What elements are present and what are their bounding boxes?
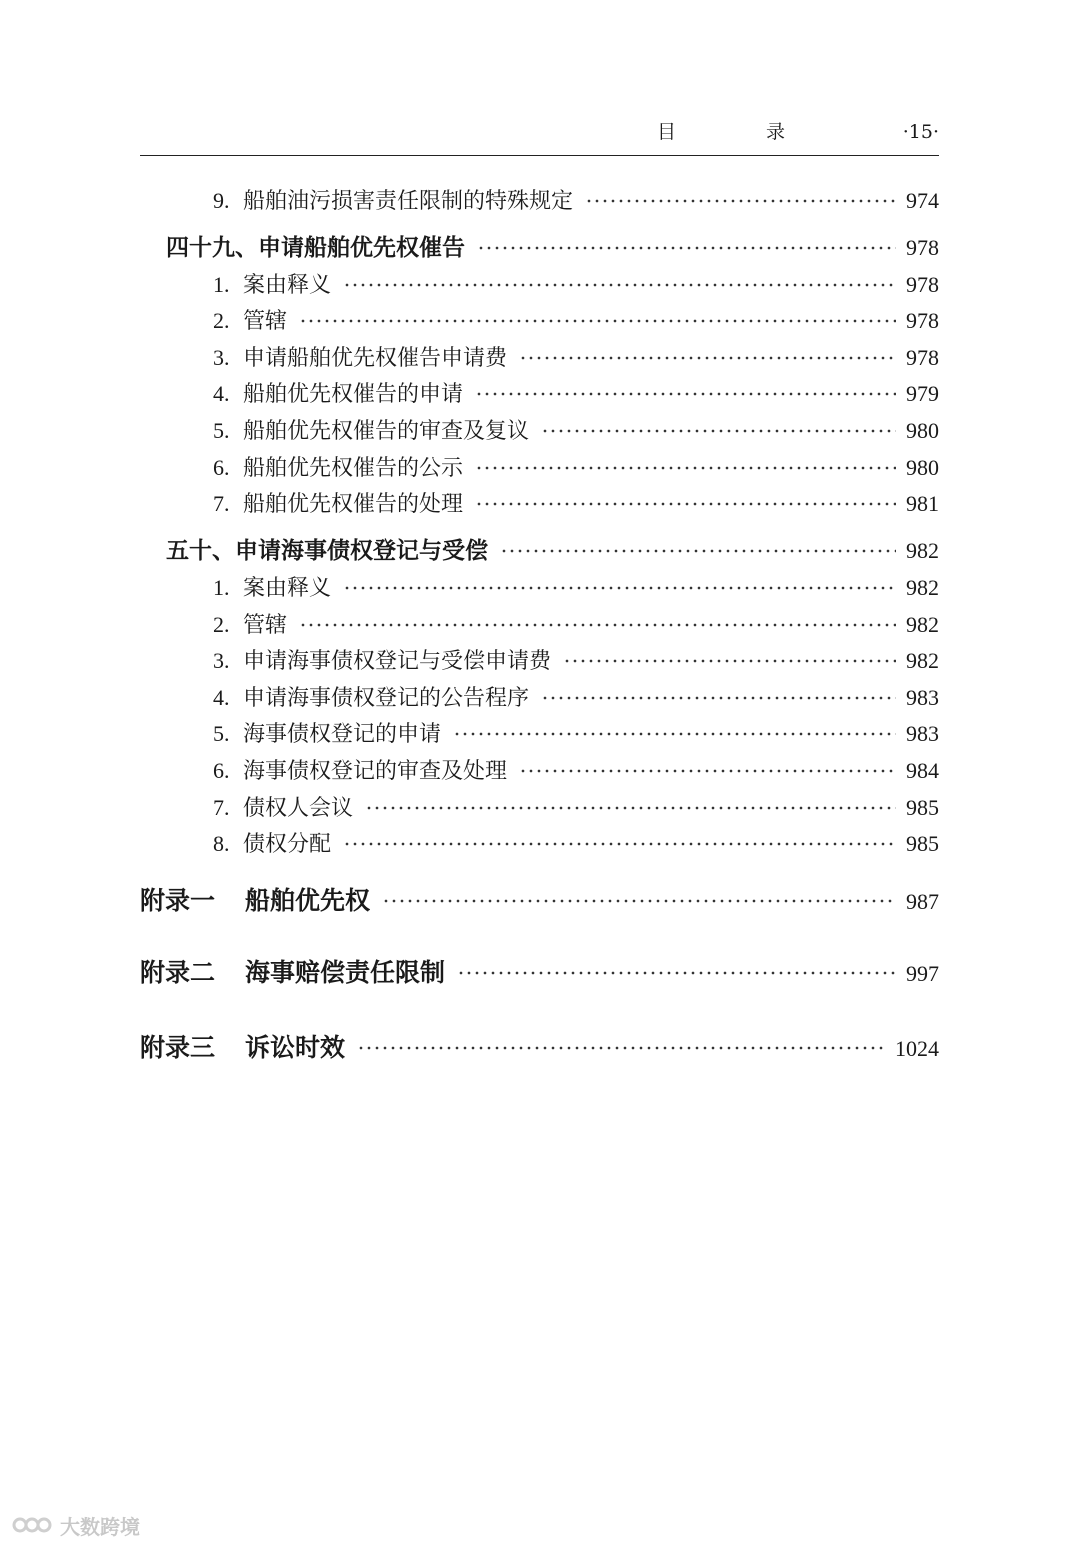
entry-number: 3.: [213, 648, 230, 673]
watermark-text: 大数跨境: [60, 1514, 140, 1539]
entry-title: 诉讼时效: [245, 1033, 346, 1062]
toc-entry: [213, 270, 939, 300]
entry-number: 5.: [213, 721, 230, 746]
entry-title: 申请海事债权登记的公告程序: [243, 686, 530, 711]
entry-page-number: 978: [906, 308, 939, 333]
entry-number: 2.: [213, 612, 230, 637]
dot-leader: [519, 356, 896, 360]
entry-title: 四十九、申请船舶优先权催告: [166, 235, 465, 261]
dot-leader: [343, 842, 896, 846]
header-rule: [140, 155, 939, 156]
toc-entry: [213, 573, 939, 603]
dot-leader: [585, 199, 896, 203]
entry-page-number: 979: [906, 381, 939, 406]
entry-number: 4.: [213, 685, 230, 710]
entry-page-number: 997: [906, 961, 939, 986]
entry-page-number: 1024: [895, 1036, 939, 1061]
entry-number: 5.: [213, 418, 230, 443]
dot-leader: [343, 586, 896, 590]
entry-title: 船舶优先权催告的公示: [243, 456, 464, 481]
entry-page-number: 985: [906, 795, 939, 820]
entry-page-number: 978: [906, 272, 939, 297]
dot-leader: [453, 732, 896, 736]
entry-title: 海事债权登记的审查及处理: [243, 759, 508, 784]
entry-number: 2.: [213, 308, 230, 333]
entry-number: 4.: [213, 381, 230, 406]
entry-page-number: 983: [906, 685, 939, 710]
dot-leader: [457, 971, 896, 975]
entry-title: 船舶优先权催告的审查及复议: [243, 419, 530, 444]
toc-entry: [213, 453, 939, 483]
entry-page-number: 982: [906, 648, 939, 673]
entry-number: 3.: [213, 345, 230, 370]
section-entry: [166, 536, 939, 566]
entry-page-number: 982: [906, 538, 939, 563]
entry-title: 申请海事债权登记与受偿申请费: [243, 649, 552, 674]
dot-leader: [500, 549, 896, 553]
entry-title: 船舶优先权: [245, 886, 371, 915]
toc-entry: [213, 306, 939, 336]
entry-title: 债权分配: [243, 832, 332, 857]
section-entry: [166, 233, 939, 263]
entry-page-number: 983: [906, 721, 939, 746]
toc-entry: [213, 489, 939, 519]
running-header: [140, 118, 939, 146]
dot-leader: [343, 283, 896, 287]
dot-leader: [299, 319, 896, 323]
entry-title: 船舶优先权催告的处理: [243, 492, 464, 517]
toc-entry: [213, 683, 939, 713]
appendix-entry: [140, 1033, 939, 1063]
dot-leader: [519, 769, 896, 773]
entry-page-number: 984: [906, 758, 939, 783]
entry-number: 7.: [213, 795, 230, 820]
dot-leader: [299, 623, 896, 627]
entry-number: 9.: [213, 188, 230, 213]
entry-title: 船舶油污损害责任限制的特殊规定: [243, 189, 574, 214]
entry-title: 管辖: [243, 613, 288, 638]
dot-leader: [357, 1046, 885, 1050]
dot-leader: [541, 696, 896, 700]
entry-title: 申请船舶优先权催告申请费: [243, 346, 508, 371]
dot-leader: [563, 659, 896, 663]
entry-page-number: 982: [906, 575, 939, 600]
header-title: 目 录: [656, 121, 827, 143]
entry-title: 管辖: [243, 309, 288, 334]
toc-entry: [213, 756, 939, 786]
entry-title: 海事赔偿责任限制: [245, 958, 446, 987]
entry-title: 债权人会议: [243, 796, 354, 821]
entry-page-number: 985: [906, 831, 939, 856]
entry-page-number: 980: [906, 418, 939, 443]
entry-page-number: 974: [906, 188, 939, 213]
dot-leader: [475, 466, 896, 470]
dot-leader: [477, 246, 896, 250]
entry-page-number: 982: [906, 612, 939, 637]
entry-number: 7.: [213, 491, 230, 516]
dot-leader: [541, 429, 896, 433]
entry-number: 1.: [213, 272, 230, 297]
header-page-number: ·15·: [902, 121, 939, 143]
toc-entry: [213, 379, 939, 409]
toc-entry: [213, 719, 939, 749]
toc-entry: [213, 793, 939, 823]
entry-page-number: 978: [906, 345, 939, 370]
dot-leader: [475, 502, 896, 506]
entry-title: 案由释义: [243, 576, 332, 601]
entry-page-number: 980: [906, 455, 939, 480]
entry-number: 附录一: [140, 886, 216, 915]
dot-leader: [475, 392, 896, 396]
dot-leader: [382, 899, 896, 903]
entry-number: 1.: [213, 575, 230, 600]
toc-entry: [213, 610, 939, 640]
toc-entry: [213, 646, 939, 676]
toc-entry: [213, 186, 939, 216]
entry-title: 案由释义: [243, 273, 332, 298]
entry-page-number: 981: [906, 491, 939, 516]
entry-title: 船舶优先权催告的申请: [243, 382, 464, 407]
watermark: [12, 1510, 140, 1540]
appendix-entry: [140, 886, 939, 916]
entry-number: 附录二: [140, 958, 216, 987]
toc-entry: [213, 829, 939, 859]
logo-icon: [12, 1513, 54, 1537]
appendix-entry: [140, 958, 939, 988]
toc-entry: [213, 416, 939, 446]
entry-page-number: 978: [906, 235, 939, 260]
entry-title: 五十、申请海事债权登记与受偿: [166, 538, 488, 564]
entry-number: 6.: [213, 455, 230, 480]
entry-number: 8.: [213, 831, 230, 856]
dot-leader: [365, 806, 896, 810]
entry-page-number: 987: [906, 889, 939, 914]
entry-number: 附录三: [140, 1033, 216, 1062]
entry-number: 6.: [213, 758, 230, 783]
entry-title: 海事债权登记的申请: [243, 722, 442, 747]
toc-entry: [213, 343, 939, 373]
